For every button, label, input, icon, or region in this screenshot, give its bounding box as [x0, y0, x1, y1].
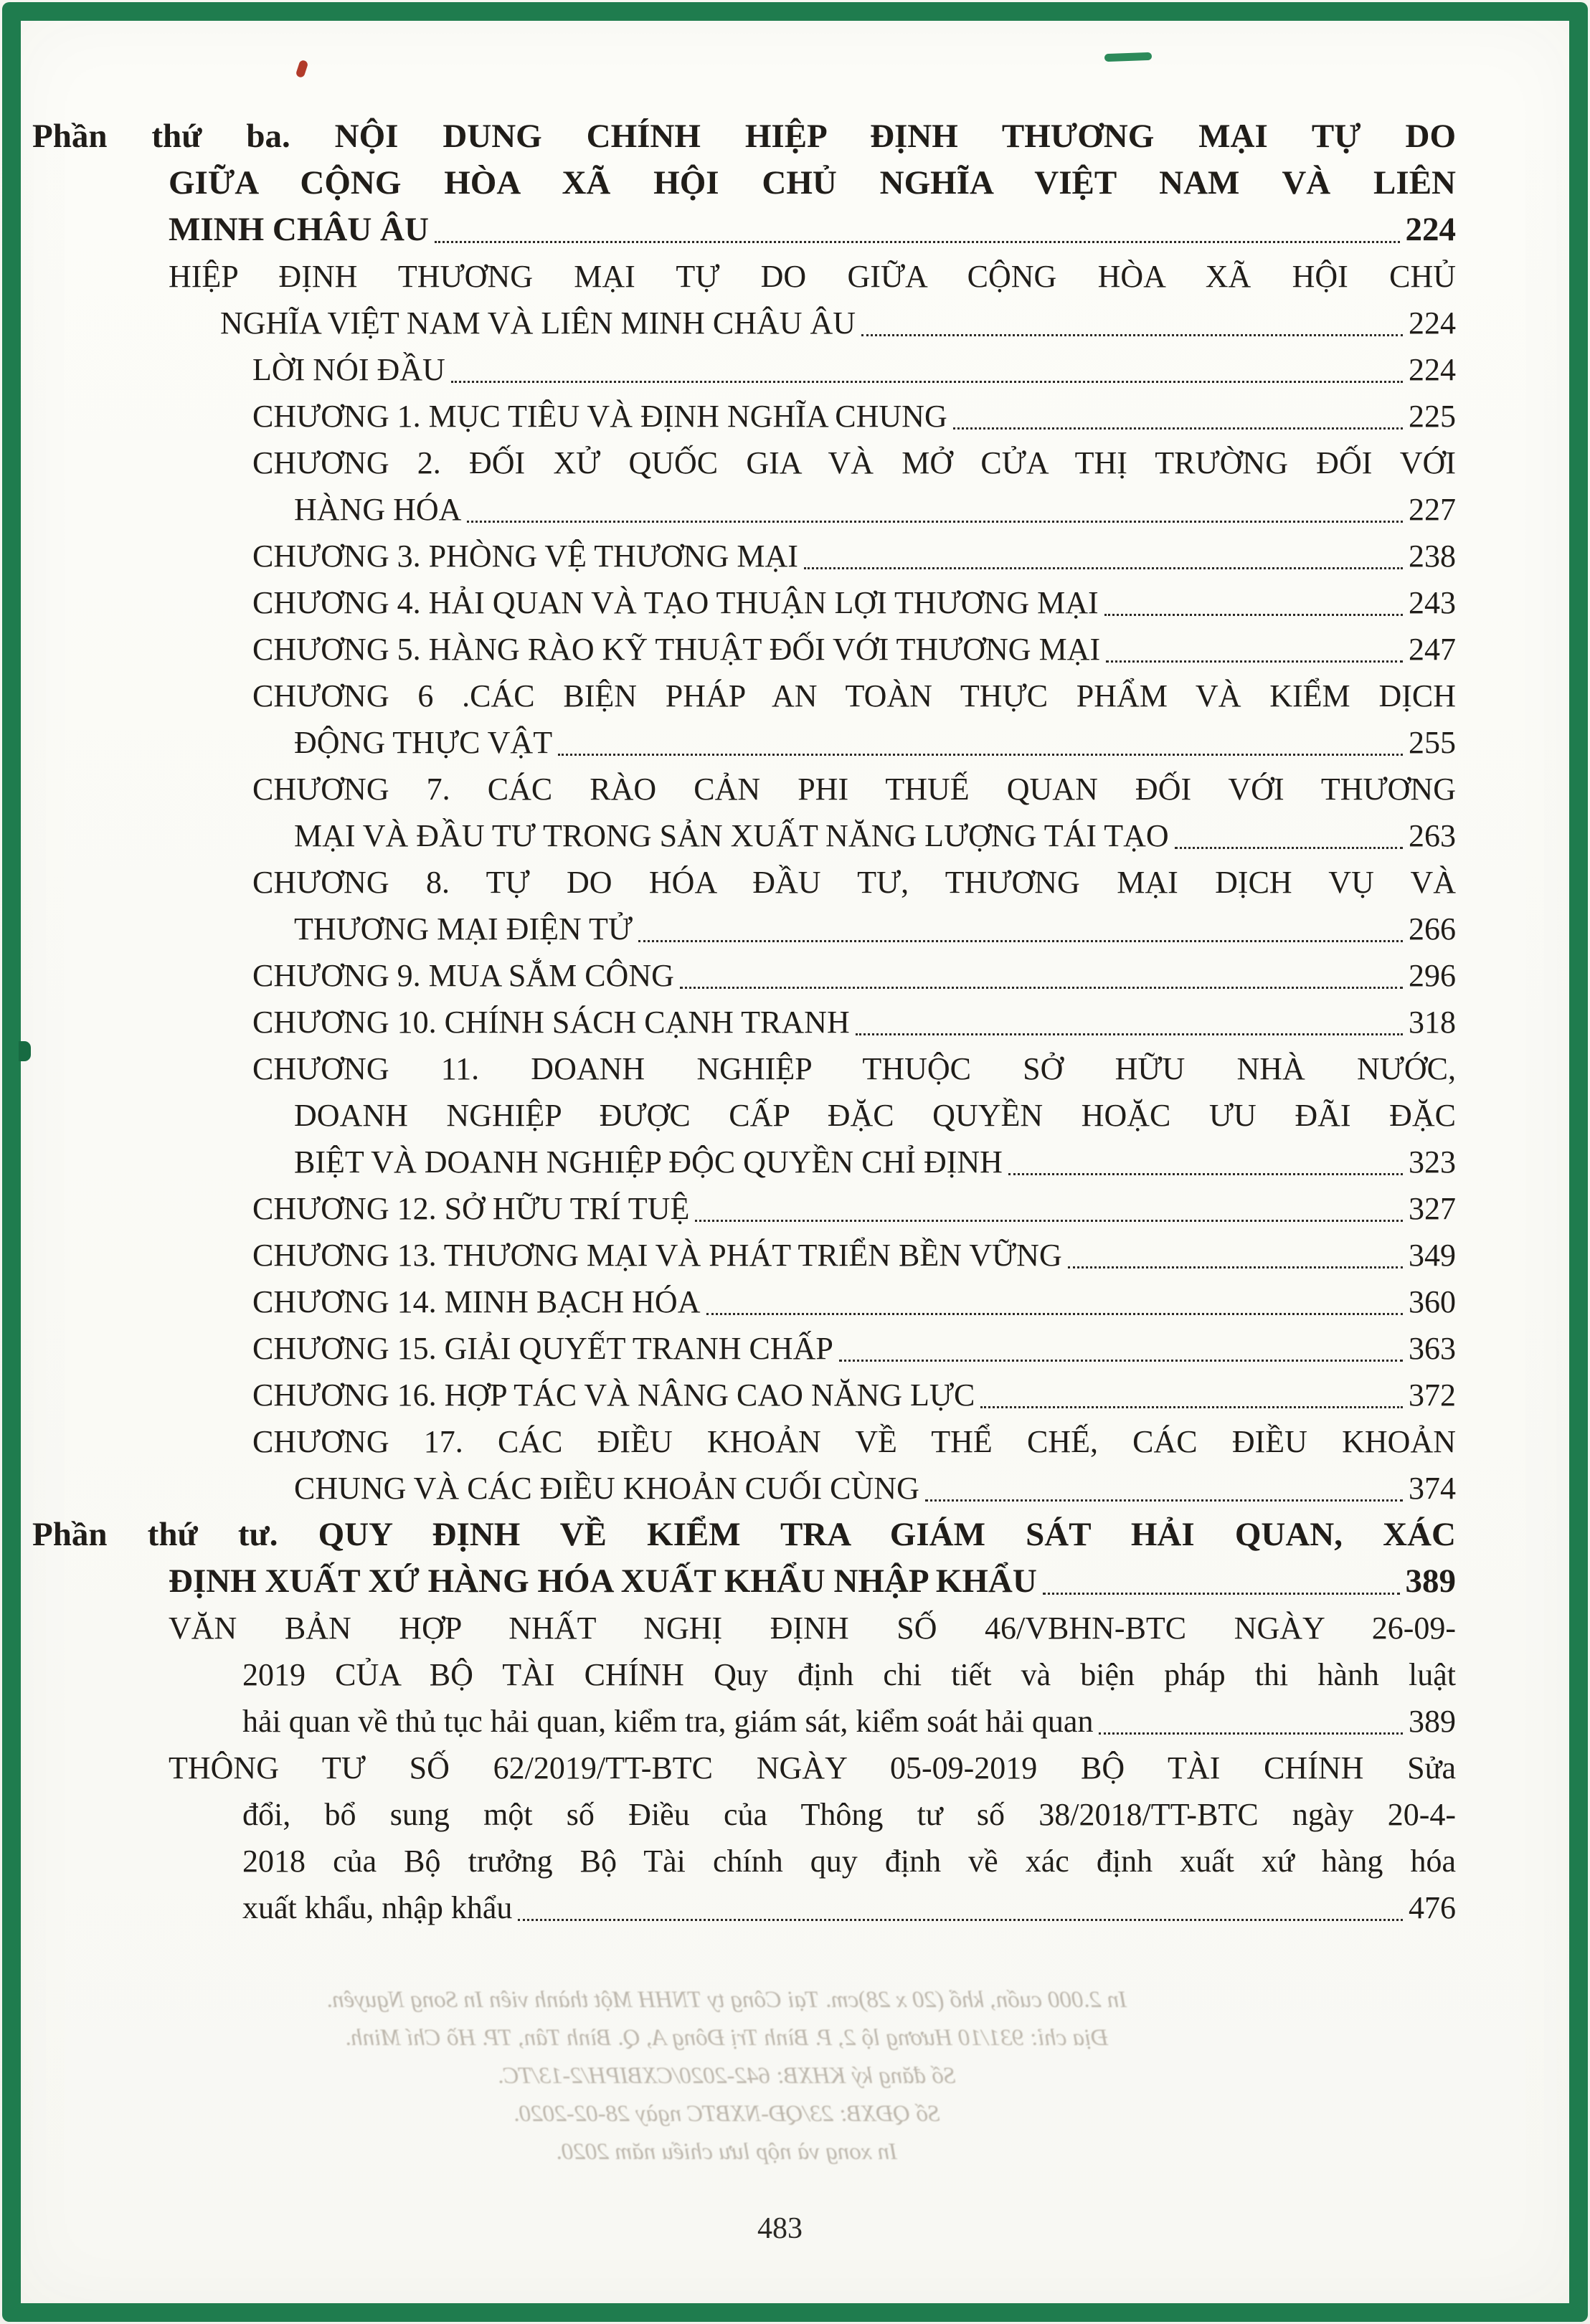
toc-page-ref: 296 [1409, 958, 1456, 993]
toc-entry-title: CHƯƠNG 15. GIẢI QUYẾT TRANH CHẤP [252, 1331, 833, 1366]
toc-line [242, 1698, 1456, 1745]
dot-leader [435, 241, 1400, 243]
toc-line: GIỮA CỘNG HÒA XÃ HỘI CHỦ NGHĨA VIỆT NAM VÀ LIÊN [169, 164, 1456, 201]
dot-leader [558, 754, 1403, 756]
page-number: 483 [757, 2212, 803, 2245]
toc-entry [32, 626, 1456, 673]
toc-list [32, 113, 1456, 1931]
toc-entry-title: CHUNG VÀ CÁC ĐIỀU KHOẢN CUỐI CÙNG [294, 1471, 919, 1506]
toc-page-ref: 363 [1409, 1331, 1456, 1366]
toc-line: Phần thứ ba. NỘI DUNG CHÍNH HIỆP ĐỊNH THƯƠNG MẠI TỰ DO [32, 118, 1456, 155]
dot-leader [518, 1919, 1403, 1921]
toc-entry-title: CHƯƠNG 12. SỞ HỮU TRÍ TUỆ [252, 1191, 690, 1226]
dot-leader [953, 427, 1403, 430]
toc-entry-title: HÀNG HÓA [294, 492, 462, 527]
toc-entry [32, 1325, 1456, 1372]
toc-page-ref: 255 [1409, 725, 1456, 760]
dot-leader [839, 1360, 1403, 1362]
toc-line [252, 952, 1456, 999]
toc-line [252, 533, 1456, 579]
toc-line: Phần thứ tư. QUY ĐỊNH VỀ KIỂM TRA GIÁM SÁT HẢI QUAN, XÁC [32, 1516, 1456, 1553]
dot-leader [1175, 847, 1403, 849]
toc-page-ref: 247 [1409, 632, 1456, 667]
dot-leader [925, 1499, 1403, 1502]
dot-leader [467, 521, 1403, 523]
toc-page-ref: 227 [1409, 492, 1456, 527]
toc-line [252, 1325, 1456, 1372]
dot-leader [695, 1220, 1403, 1222]
toc-page-ref: 263 [1409, 818, 1456, 853]
toc-entry-title: CHƯƠNG 5. HÀNG RÀO KỸ THUẬT ĐỐI VỚI THƯƠNG MẠI [252, 632, 1101, 667]
toc-line: 2018 của Bộ trưởng Bộ Tài chính quy định về xác định xuất xứ hàng hóa [242, 1844, 1456, 1879]
toc-line: CHƯƠNG 2. ĐỐI XỬ QUỐC GIA VÀ MỞ CỬA THỊ TRƯỜNG ĐỐI VỚI [252, 445, 1456, 480]
toc-entry [32, 1185, 1456, 1232]
dot-leader [1099, 1732, 1403, 1735]
colophon-line: Số đăng ký KHXB: 642-2020/CXBIPH/2-13/TC. [497, 2063, 956, 2089]
toc-line: 2019 CỦA BỘ TÀI CHÍNH Quy định chi tiết và biện pháp thi hành luật [242, 1657, 1456, 1692]
toc-entry [32, 346, 1456, 393]
toc-page-ref: 266 [1409, 911, 1456, 947]
toc-page-ref: 224 [1405, 211, 1456, 248]
toc-line [242, 1884, 1456, 1931]
toc-line: DOANH NGHIỆP ĐƯỢC CẤP ĐẶC QUYỀN HOẶC ƯU ĐÃI ĐẶC [294, 1098, 1456, 1133]
toc-page-ref: 318 [1409, 1005, 1456, 1040]
dot-leader [1008, 1173, 1403, 1175]
toc-page-ref: 360 [1409, 1284, 1456, 1319]
scan-artifact-green-dash [1104, 52, 1152, 62]
toc-entry-title: CHƯƠNG 4. HẢI QUAN VÀ TẠO THUẬN LỢI THƯƠNG MẠI [252, 585, 1099, 620]
dot-leader [980, 1406, 1403, 1408]
toc-line [252, 1185, 1456, 1232]
toc-entry [32, 113, 1456, 253]
toc-entry-title: ĐỊNH XUẤT XỨ HÀNG HÓA XUẤT KHẨU NHẬP KHẨU [169, 1562, 1037, 1600]
toc-entry-title: hải quan về thủ tục hải quan, kiểm tra, giám sát, kiểm soát hải quan [242, 1704, 1094, 1739]
toc-line: CHƯƠNG 8. TỰ DO HÓA ĐẦU TƯ, THƯƠNG MẠI DỊCH VỤ VÀ [252, 865, 1456, 900]
toc-entry [32, 253, 1456, 346]
toc-line [252, 999, 1456, 1045]
toc-entry-title: LỜI NÓI ĐẦU [252, 352, 445, 387]
toc-line: CHƯƠNG 11. DOANH NGHIỆP THUỘC SỞ HỮU NHÀ NƯỚC, [252, 1051, 1456, 1086]
toc-entry [32, 533, 1456, 579]
table-of-contents [32, 113, 1456, 2246]
toc-line: CHƯƠNG 7. CÁC RÀO CẢN PHI THUẾ QUAN ĐỐI VỚI THƯƠNG [252, 772, 1456, 807]
toc-line [294, 719, 1456, 766]
toc-page-ref: 374 [1409, 1471, 1456, 1506]
toc-page-ref: 327 [1409, 1191, 1456, 1226]
toc-entry-title: CHƯƠNG 3. PHÒNG VỆ THƯƠNG MẠI [252, 539, 798, 574]
toc-entry-title: THƯƠNG MẠI ĐIỆN TỬ [294, 911, 633, 947]
toc-entry [32, 1232, 1456, 1279]
toc-entry-title: BIỆT VÀ DOANH NGHIỆP ĐỘC QUYỀN CHỈ ĐỊNH [294, 1144, 1003, 1180]
toc-entry [32, 1045, 1456, 1185]
toc-entry-title: CHƯƠNG 16. HỢP TÁC VÀ NÂNG CAO NĂNG LỰC [252, 1377, 975, 1413]
toc-page-ref: 372 [1409, 1377, 1456, 1413]
colophon-line: In 2.000 cuốn, khổ (20 x 28)cm. Tại Công ty TNHH Một thành viên In Song Nguyên. [326, 1987, 1127, 2013]
toc-entry [32, 1279, 1456, 1325]
toc-line [294, 1465, 1456, 1512]
dot-leader [706, 1313, 1404, 1315]
toc-line [169, 207, 1456, 253]
toc-line [220, 300, 1456, 346]
scan-artifact-red-speck [295, 60, 309, 79]
toc-entry [32, 1372, 1456, 1418]
toc-entry-title: CHƯƠNG 13. THƯƠNG MẠI VÀ PHÁT TRIỂN BỀN VỮNG [252, 1238, 1062, 1273]
toc-page-ref: 224 [1409, 352, 1456, 387]
toc-page-ref: 225 [1409, 399, 1456, 434]
colophon-line: Địa chỉ: 931/10 Hương lộ 2, P. Bình Trị Đông A, Q. Bình Tân, TP. Hồ Chí Minh. [344, 2025, 1109, 2051]
toc-entry [32, 440, 1456, 533]
toc-entry [32, 673, 1456, 766]
toc-entry-title: xuất khẩu, nhập khẩu [242, 1890, 513, 1925]
toc-entry [32, 999, 1456, 1045]
toc-line: HIỆP ĐỊNH THƯƠNG MẠI TỰ DO GIỮA CỘNG HÒA XÃ HỘI CHỦ [169, 259, 1456, 294]
toc-page-ref: 349 [1409, 1238, 1456, 1273]
toc-line [294, 486, 1456, 533]
dot-leader [1043, 1593, 1400, 1595]
toc-entry-title: CHƯƠNG 10. CHÍNH SÁCH CẠNH TRANH [252, 1005, 850, 1040]
toc-entry-title: CHƯƠNG 14. MINH BẠCH HÓA [252, 1284, 701, 1319]
dot-leader [1104, 614, 1403, 616]
toc-line [294, 812, 1456, 859]
toc-entry [32, 1605, 1456, 1745]
dot-leader [1106, 660, 1403, 663]
toc-entry [32, 766, 1456, 859]
colophon-line: Số QĐXB: 23/QĐ-NXBTC ngày 28-02-2020. [513, 2101, 940, 2127]
toc-entry [32, 1512, 1456, 1605]
scan-artifact-left-notch [19, 1041, 31, 1061]
toc-entry [32, 1745, 1456, 1931]
toc-page-ref: 323 [1409, 1144, 1456, 1180]
toc-page-ref: 389 [1409, 1704, 1456, 1739]
toc-entry [32, 579, 1456, 626]
toc-line [252, 1232, 1456, 1279]
toc-line [252, 626, 1456, 673]
dot-leader [804, 567, 1403, 569]
toc-page-ref: 243 [1409, 585, 1456, 620]
dot-leader [680, 987, 1403, 989]
dot-leader [638, 940, 1403, 942]
toc-line: đổi, bổ sung một số Điều của Thông tư số 38/2018/TT-BTC ngày 20-4- [242, 1797, 1456, 1832]
toc-line [169, 1558, 1456, 1605]
toc-line: VĂN BẢN HỢP NHẤT NGHỊ ĐỊNH SỐ 46/VBHN-BTC NGÀY 26-09- [169, 1611, 1456, 1646]
toc-entry-title: CHƯƠNG 9. MUA SẮM CÔNG [252, 958, 674, 993]
toc-entry-title: ĐỘNG THỰC VẬT [294, 725, 553, 760]
toc-line [294, 1139, 1456, 1185]
toc-line [252, 579, 1456, 626]
colophon-bleedthrough [32, 1981, 1456, 2171]
toc-line: CHƯƠNG 17. CÁC ĐIỀU KHOẢN VỀ THỂ CHẾ, CÁC ĐIỀU KHOẢN [252, 1424, 1456, 1459]
toc-entry-title: MINH CHÂU ÂU [169, 211, 429, 248]
toc-line [252, 346, 1456, 393]
toc-page-ref: 224 [1409, 305, 1456, 341]
toc-page-ref: 389 [1405, 1562, 1456, 1600]
toc-line [294, 906, 1456, 952]
toc-entry [32, 952, 1456, 999]
toc-line: CHƯƠNG 6 .CÁC BIỆN PHÁP AN TOÀN THỰC PHẨM VÀ KIỂM DỊCH [252, 678, 1456, 713]
dot-leader [856, 1033, 1403, 1035]
toc-entry-title: MẠI VÀ ĐẦU TƯ TRONG SẢN XUẤT NĂNG LƯỢNG TÁI TẠO [294, 818, 1169, 853]
toc-line [252, 1372, 1456, 1418]
toc-line [252, 393, 1456, 440]
toc-entry [32, 859, 1456, 952]
dot-leader [1068, 1266, 1403, 1268]
toc-entry-title: CHƯƠNG 1. MỤC TIÊU VÀ ĐỊNH NGHĨA CHUNG [252, 399, 947, 434]
toc-page-ref: 476 [1409, 1890, 1456, 1925]
colophon-line: In xong và nộp lưu chiểu năm 2020. [555, 2139, 898, 2165]
toc-page-ref: 238 [1409, 539, 1456, 574]
toc-entry [32, 393, 1456, 440]
toc-line [252, 1279, 1456, 1325]
dot-leader [451, 381, 1403, 383]
toc-entry-title: NGHĨA VIỆT NAM VÀ LIÊN MINH CHÂU ÂU [220, 305, 856, 341]
dot-leader [861, 334, 1403, 336]
toc-line: THÔNG TƯ SỐ 62/2019/TT-BTC NGÀY 05-09-2019 BỘ TÀI CHÍNH Sửa [169, 1750, 1456, 1785]
toc-entry [32, 1418, 1456, 1512]
